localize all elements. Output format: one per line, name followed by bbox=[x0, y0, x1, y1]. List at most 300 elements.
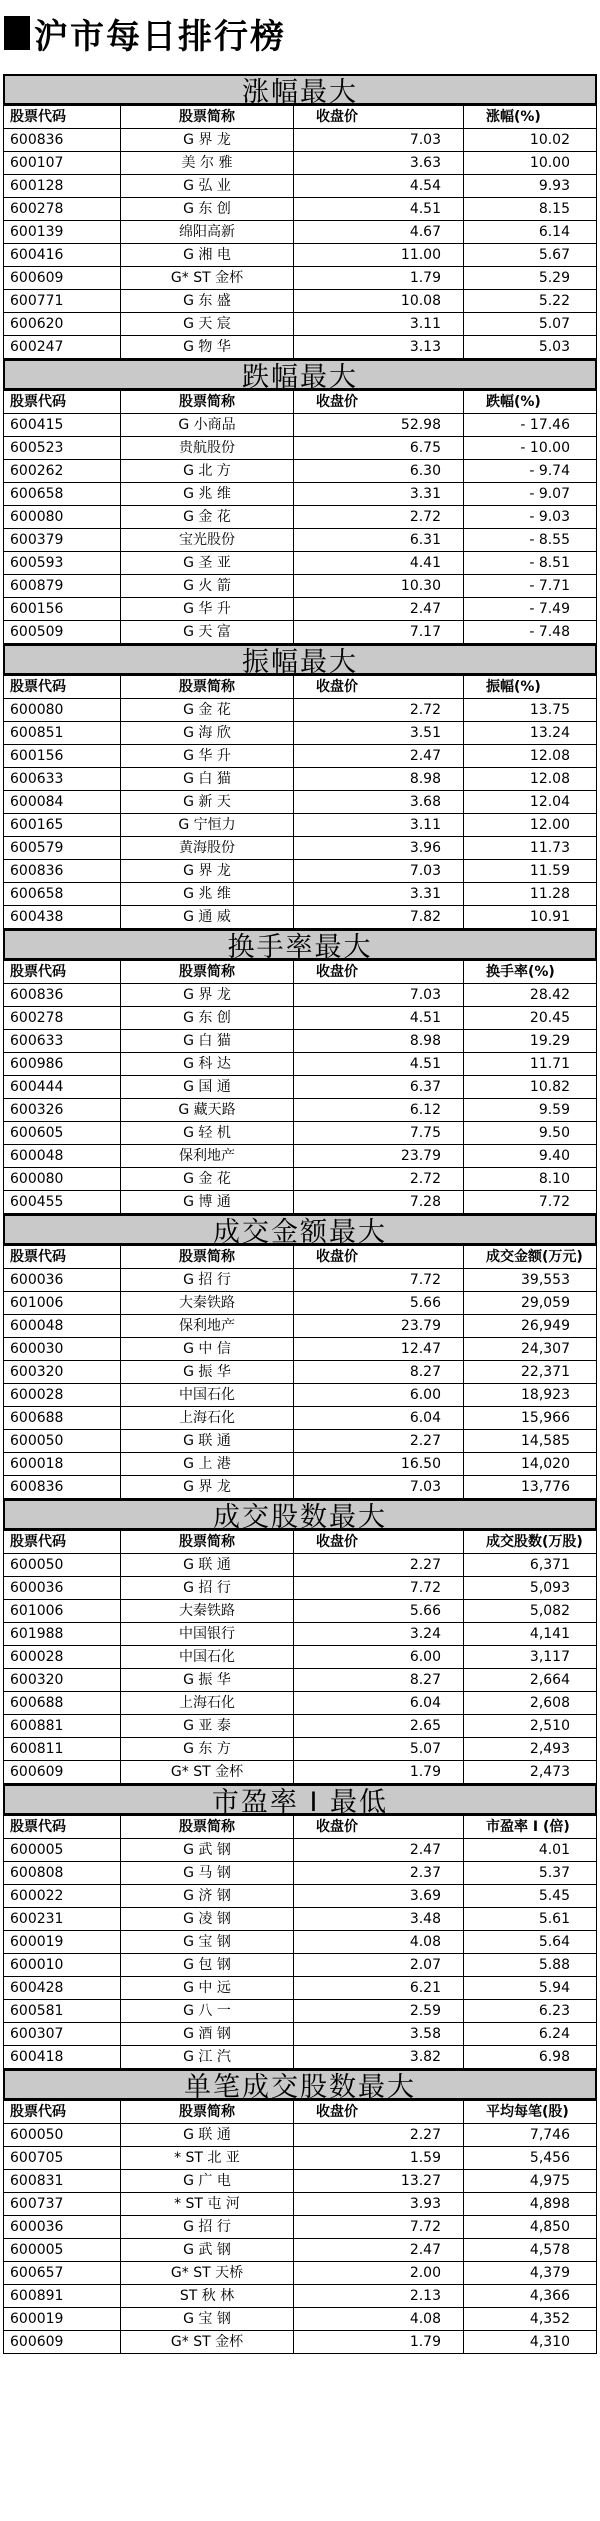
metric-value: - 9.07 bbox=[464, 483, 597, 506]
close-price: 3.93 bbox=[294, 2193, 464, 2216]
metric-value: 6,371 bbox=[464, 1554, 597, 1577]
column-header: 平均每笔(股) bbox=[464, 2101, 597, 2124]
metric-value: 14,585 bbox=[464, 1430, 597, 1453]
metric-value: 9.40 bbox=[464, 1145, 597, 1168]
metric-value: - 8.51 bbox=[464, 552, 597, 575]
stock-name: G 振 华 bbox=[121, 1669, 294, 1692]
stock-name: G 白 猫 bbox=[121, 1030, 294, 1053]
metric-value: 6.23 bbox=[464, 2000, 597, 2023]
stock-name: G 宁恒力 bbox=[121, 814, 294, 837]
table-row bbox=[4, 175, 597, 198]
close-price: 1.59 bbox=[294, 2147, 464, 2170]
stock-name: G 马 钢 bbox=[121, 1862, 294, 1885]
table-row bbox=[4, 1099, 597, 1122]
ranking-table bbox=[3, 105, 597, 359]
table-row bbox=[4, 2147, 597, 2170]
table-row bbox=[4, 2216, 597, 2239]
metric-value: 18,923 bbox=[464, 1384, 597, 1407]
stock-code: 600156 bbox=[4, 598, 121, 621]
stock-code: 600593 bbox=[4, 552, 121, 575]
table-row bbox=[4, 1692, 597, 1715]
close-price: 7.03 bbox=[294, 1476, 464, 1499]
table-row bbox=[4, 1931, 597, 1954]
metric-value: 5.94 bbox=[464, 1977, 597, 2000]
close-price: 3.69 bbox=[294, 1885, 464, 1908]
metric-value: 12.08 bbox=[464, 768, 597, 791]
close-price: 6.12 bbox=[294, 1099, 464, 1122]
ranking-table bbox=[3, 390, 597, 644]
stock-name: G 界 龙 bbox=[121, 860, 294, 883]
close-price: 7.03 bbox=[294, 129, 464, 152]
stock-name: G* ST 金杯 bbox=[121, 267, 294, 290]
column-header: 股票代码 bbox=[4, 961, 121, 984]
table-row bbox=[4, 129, 597, 152]
close-price: 5.07 bbox=[294, 1738, 464, 1761]
section-title: 振幅最大 bbox=[3, 644, 597, 675]
stock-code: 600231 bbox=[4, 1908, 121, 1931]
table-row bbox=[4, 575, 597, 598]
metric-value: 5,082 bbox=[464, 1600, 597, 1623]
metric-value: 4,850 bbox=[464, 2216, 597, 2239]
close-price: 5.66 bbox=[294, 1600, 464, 1623]
ranking-table bbox=[3, 1815, 597, 2069]
table-row bbox=[4, 1168, 597, 1191]
metric-value: 11.59 bbox=[464, 860, 597, 883]
table-row bbox=[4, 1839, 597, 1862]
close-price: 10.08 bbox=[294, 290, 464, 313]
column-header: 收盘价 bbox=[294, 1246, 464, 1269]
stock-code: 600879 bbox=[4, 575, 121, 598]
stock-code: 600808 bbox=[4, 1862, 121, 1885]
table-row bbox=[4, 883, 597, 906]
table-row bbox=[4, 1600, 597, 1623]
metric-value: 11.71 bbox=[464, 1053, 597, 1076]
close-price: 2.72 bbox=[294, 699, 464, 722]
close-price: 4.51 bbox=[294, 1053, 464, 1076]
close-price: 2.27 bbox=[294, 2124, 464, 2147]
stock-name: G* ST 天桥 bbox=[121, 2262, 294, 2285]
stock-code: 600609 bbox=[4, 267, 121, 290]
metric-value: 11.73 bbox=[464, 837, 597, 860]
stock-name: 上海石化 bbox=[121, 1692, 294, 1715]
metric-value: 4,975 bbox=[464, 2170, 597, 2193]
stock-name: G 中 信 bbox=[121, 1338, 294, 1361]
stock-code: 600320 bbox=[4, 1669, 121, 1692]
metric-value: 6.98 bbox=[464, 2046, 597, 2069]
table-row bbox=[4, 2124, 597, 2147]
stock-code: 600080 bbox=[4, 1168, 121, 1191]
stock-name: G 八 一 bbox=[121, 2000, 294, 2023]
stock-code: 600836 bbox=[4, 1476, 121, 1499]
stock-name: 保利地产 bbox=[121, 1315, 294, 1338]
table-row bbox=[4, 791, 597, 814]
stock-name: 黄海股份 bbox=[121, 837, 294, 860]
close-price: 7.03 bbox=[294, 984, 464, 1007]
ranking-section bbox=[3, 1499, 597, 1784]
stock-name: G 招 行 bbox=[121, 2216, 294, 2239]
metric-value: 28.42 bbox=[464, 984, 597, 1007]
page-title: 沪市每日排行榜 bbox=[34, 16, 286, 57]
stock-name: * ST 北 亚 bbox=[121, 2147, 294, 2170]
table-row bbox=[4, 2000, 597, 2023]
column-header: 股票代码 bbox=[4, 1531, 121, 1554]
close-price: 12.47 bbox=[294, 1338, 464, 1361]
stock-code: 600579 bbox=[4, 837, 121, 860]
stock-code: 600048 bbox=[4, 1315, 121, 1338]
column-header: 市盈率 I (倍) bbox=[464, 1816, 597, 1839]
close-price: 7.17 bbox=[294, 621, 464, 644]
table-row bbox=[4, 2262, 597, 2285]
table-row bbox=[4, 814, 597, 837]
stock-code: 600415 bbox=[4, 414, 121, 437]
table-row bbox=[4, 1908, 597, 1931]
close-price: 11.00 bbox=[294, 244, 464, 267]
stock-name: G* ST 金杯 bbox=[121, 1761, 294, 1784]
table-row bbox=[4, 1361, 597, 1384]
table-row bbox=[4, 1954, 597, 1977]
metric-value: 5.03 bbox=[464, 336, 597, 359]
metric-value: 4,352 bbox=[464, 2308, 597, 2331]
stock-code: 600737 bbox=[4, 2193, 121, 2216]
table-row bbox=[4, 414, 597, 437]
metric-value: 5,456 bbox=[464, 2147, 597, 2170]
metric-value: - 8.55 bbox=[464, 529, 597, 552]
stock-code: 600320 bbox=[4, 1361, 121, 1384]
metric-value: 8.15 bbox=[464, 198, 597, 221]
table-row bbox=[4, 1407, 597, 1430]
metric-value: 26,949 bbox=[464, 1315, 597, 1338]
close-price: 4.54 bbox=[294, 175, 464, 198]
stock-code: 600836 bbox=[4, 860, 121, 883]
stock-code: 600658 bbox=[4, 883, 121, 906]
close-price: 6.04 bbox=[294, 1407, 464, 1430]
column-header: 股票代码 bbox=[4, 106, 121, 129]
table-row bbox=[4, 1430, 597, 1453]
stock-name: G 弘 业 bbox=[121, 175, 294, 198]
table-row bbox=[4, 1292, 597, 1315]
stock-name: 宝光股份 bbox=[121, 529, 294, 552]
metric-value: 15,966 bbox=[464, 1407, 597, 1430]
table-row bbox=[4, 1977, 597, 2000]
metric-value: 4.01 bbox=[464, 1839, 597, 1862]
stock-code: 601006 bbox=[4, 1600, 121, 1623]
stock-code: 600836 bbox=[4, 129, 121, 152]
close-price: 3.51 bbox=[294, 722, 464, 745]
stock-name: G 上 港 bbox=[121, 1453, 294, 1476]
stock-name: G 凌 钢 bbox=[121, 1908, 294, 1931]
table-row bbox=[4, 2308, 597, 2331]
close-price: 1.79 bbox=[294, 267, 464, 290]
table-row bbox=[4, 1338, 597, 1361]
stock-name: G 通 威 bbox=[121, 906, 294, 929]
column-header: 股票代码 bbox=[4, 391, 121, 414]
stock-name: G 天 宸 bbox=[121, 313, 294, 336]
stock-name: 中国银行 bbox=[121, 1623, 294, 1646]
stock-name: G 联 通 bbox=[121, 2124, 294, 2147]
metric-value: 10.82 bbox=[464, 1076, 597, 1099]
table-row bbox=[4, 2285, 597, 2308]
stock-name: G 招 行 bbox=[121, 1577, 294, 1600]
table-row bbox=[4, 1646, 597, 1669]
metric-value: 2,608 bbox=[464, 1692, 597, 1715]
close-price: 52.98 bbox=[294, 414, 464, 437]
column-header: 换手率(%) bbox=[464, 961, 597, 984]
table-row bbox=[4, 1738, 597, 1761]
stock-code: 600019 bbox=[4, 1931, 121, 1954]
close-price: 3.58 bbox=[294, 2023, 464, 2046]
column-header: 收盘价 bbox=[294, 1531, 464, 1554]
stock-code: 600416 bbox=[4, 244, 121, 267]
table-row bbox=[4, 1623, 597, 1646]
stock-name: G 中 远 bbox=[121, 1977, 294, 2000]
metric-value: 7.72 bbox=[464, 1191, 597, 1214]
stock-code: 600633 bbox=[4, 1030, 121, 1053]
stock-name: G 北 方 bbox=[121, 460, 294, 483]
table-row bbox=[4, 198, 597, 221]
table-row bbox=[4, 529, 597, 552]
stock-name: G 酒 钢 bbox=[121, 2023, 294, 2046]
metric-value: 4,310 bbox=[464, 2331, 597, 2354]
metric-value: - 7.49 bbox=[464, 598, 597, 621]
stock-code: 600428 bbox=[4, 1977, 121, 2000]
close-price: 4.08 bbox=[294, 1931, 464, 1954]
metric-value: 6.24 bbox=[464, 2023, 597, 2046]
stock-code: 600326 bbox=[4, 1099, 121, 1122]
close-price: 4.67 bbox=[294, 221, 464, 244]
close-price: 7.72 bbox=[294, 2216, 464, 2239]
table-row bbox=[4, 506, 597, 529]
table-row bbox=[4, 1145, 597, 1168]
stock-code: 600609 bbox=[4, 2331, 121, 2354]
stock-name: G 兆 维 bbox=[121, 483, 294, 506]
stock-name: G 新 天 bbox=[121, 791, 294, 814]
stock-name: 中国石化 bbox=[121, 1384, 294, 1407]
stock-name: G 招 行 bbox=[121, 1269, 294, 1292]
table-row bbox=[4, 837, 597, 860]
metric-value: 5.07 bbox=[464, 313, 597, 336]
close-price: 2.65 bbox=[294, 1715, 464, 1738]
stock-name: G 华 升 bbox=[121, 745, 294, 768]
stock-name: ST 秋 林 bbox=[121, 2285, 294, 2308]
stock-name: G 金 花 bbox=[121, 1168, 294, 1191]
column-header: 涨幅(%) bbox=[464, 106, 597, 129]
table-row bbox=[4, 2331, 597, 2354]
table-row bbox=[4, 2170, 597, 2193]
stock-code: 600030 bbox=[4, 1338, 121, 1361]
ranking-table bbox=[3, 1245, 597, 1499]
stock-name: G 广 电 bbox=[121, 2170, 294, 2193]
stock-name: G 轻 机 bbox=[121, 1122, 294, 1145]
table-row bbox=[4, 722, 597, 745]
close-price: 3.48 bbox=[294, 1908, 464, 1931]
stock-name: G 江 汽 bbox=[121, 2046, 294, 2069]
column-header: 股票简称 bbox=[121, 106, 294, 129]
stock-code: 600019 bbox=[4, 2308, 121, 2331]
stock-code: 600139 bbox=[4, 221, 121, 244]
table-row bbox=[4, 437, 597, 460]
table-row bbox=[4, 2023, 597, 2046]
metric-value: 5.61 bbox=[464, 1908, 597, 1931]
stock-name: G 湘 电 bbox=[121, 244, 294, 267]
table-row bbox=[4, 699, 597, 722]
stock-name: G 界 龙 bbox=[121, 1476, 294, 1499]
close-price: 8.27 bbox=[294, 1669, 464, 1692]
column-header: 收盘价 bbox=[294, 2101, 464, 2124]
table-row bbox=[4, 221, 597, 244]
metric-value: 39,553 bbox=[464, 1269, 597, 1292]
metric-value: 2,493 bbox=[464, 1738, 597, 1761]
table-row bbox=[4, 552, 597, 575]
close-price: 8.98 bbox=[294, 768, 464, 791]
table-row bbox=[4, 152, 597, 175]
column-header: 股票代码 bbox=[4, 1246, 121, 1269]
metric-value: 12.08 bbox=[464, 745, 597, 768]
close-price: 7.28 bbox=[294, 1191, 464, 1214]
section-title: 涨幅最大 bbox=[3, 74, 597, 105]
close-price: 7.82 bbox=[294, 906, 464, 929]
stock-code: 600455 bbox=[4, 1191, 121, 1214]
column-header: 收盘价 bbox=[294, 391, 464, 414]
ranking-table bbox=[3, 675, 597, 929]
metric-value: 4,578 bbox=[464, 2239, 597, 2262]
metric-value: 4,366 bbox=[464, 2285, 597, 2308]
table-row bbox=[4, 1384, 597, 1407]
column-header: 收盘价 bbox=[294, 1816, 464, 1839]
close-price: 6.75 bbox=[294, 437, 464, 460]
close-price: 2.00 bbox=[294, 2262, 464, 2285]
table-row bbox=[4, 244, 597, 267]
table-row bbox=[4, 1122, 597, 1145]
metric-value: 9.59 bbox=[464, 1099, 597, 1122]
stock-code: 600523 bbox=[4, 437, 121, 460]
table-row bbox=[4, 598, 597, 621]
stock-code: 600247 bbox=[4, 336, 121, 359]
stock-code: 600080 bbox=[4, 506, 121, 529]
stock-name: G 物 华 bbox=[121, 336, 294, 359]
column-header: 股票简称 bbox=[121, 2101, 294, 2124]
column-header: 收盘价 bbox=[294, 676, 464, 699]
metric-value: 5.29 bbox=[464, 267, 597, 290]
stock-code: 600022 bbox=[4, 1885, 121, 1908]
metric-value: 5.88 bbox=[464, 1954, 597, 1977]
title-bar bbox=[0, 0, 600, 66]
column-header: 成交金额(万元) bbox=[464, 1246, 597, 1269]
metric-value: 4,379 bbox=[464, 2262, 597, 2285]
table-row bbox=[4, 768, 597, 791]
stock-code: 600705 bbox=[4, 2147, 121, 2170]
stock-name: G 联 通 bbox=[121, 1430, 294, 1453]
stock-code: 600036 bbox=[4, 2216, 121, 2239]
stock-code: 600509 bbox=[4, 621, 121, 644]
stock-code: 600688 bbox=[4, 1692, 121, 1715]
close-price: 7.72 bbox=[294, 1577, 464, 1600]
table-row bbox=[4, 984, 597, 1007]
stock-name: G 金 花 bbox=[121, 506, 294, 529]
column-header: 股票代码 bbox=[4, 676, 121, 699]
stock-code: 600107 bbox=[4, 152, 121, 175]
close-price: 7.03 bbox=[294, 860, 464, 883]
stock-name: 大秦铁路 bbox=[121, 1292, 294, 1315]
stock-code: 600851 bbox=[4, 722, 121, 745]
stock-code: 600028 bbox=[4, 1646, 121, 1669]
stock-name: G 华 升 bbox=[121, 598, 294, 621]
metric-value: 13,776 bbox=[464, 1476, 597, 1499]
close-price: 16.50 bbox=[294, 1453, 464, 1476]
close-price: 3.31 bbox=[294, 483, 464, 506]
stock-code: 600028 bbox=[4, 1384, 121, 1407]
metric-value: 9.50 bbox=[464, 1122, 597, 1145]
close-price: 6.31 bbox=[294, 529, 464, 552]
metric-value: 6.14 bbox=[464, 221, 597, 244]
metric-value: 2,664 bbox=[464, 1669, 597, 1692]
close-price: 1.79 bbox=[294, 2331, 464, 2354]
table-row bbox=[4, 460, 597, 483]
stock-name: G 武 钢 bbox=[121, 2239, 294, 2262]
column-header: 跌幅(%) bbox=[464, 391, 597, 414]
metric-value: 20.45 bbox=[464, 1007, 597, 1030]
section-title: 成交金额最大 bbox=[3, 1214, 597, 1245]
column-header: 收盘价 bbox=[294, 106, 464, 129]
ranking-section bbox=[3, 74, 597, 359]
section-title: 换手率最大 bbox=[3, 929, 597, 960]
stock-code: 600262 bbox=[4, 460, 121, 483]
title-square-icon bbox=[4, 16, 30, 50]
close-price: 3.68 bbox=[294, 791, 464, 814]
close-price: 3.31 bbox=[294, 883, 464, 906]
metric-value: 2,473 bbox=[464, 1761, 597, 1784]
stock-code: 600657 bbox=[4, 2262, 121, 2285]
close-price: 8.27 bbox=[294, 1361, 464, 1384]
close-price: 2.59 bbox=[294, 2000, 464, 2023]
ranking-section bbox=[3, 2069, 597, 2354]
close-price: 4.51 bbox=[294, 198, 464, 221]
metric-value: 5.67 bbox=[464, 244, 597, 267]
metric-value: 4,898 bbox=[464, 2193, 597, 2216]
close-price: 1.79 bbox=[294, 1761, 464, 1784]
stock-name: G 界 龙 bbox=[121, 129, 294, 152]
table-row bbox=[4, 1715, 597, 1738]
table-row bbox=[4, 1885, 597, 1908]
stock-code: 600444 bbox=[4, 1076, 121, 1099]
close-price: 6.00 bbox=[294, 1646, 464, 1669]
stock-code: 600620 bbox=[4, 313, 121, 336]
stock-name: 上海石化 bbox=[121, 1407, 294, 1430]
metric-value: 29,059 bbox=[464, 1292, 597, 1315]
stock-name: G 东 创 bbox=[121, 1007, 294, 1030]
stock-code: 600418 bbox=[4, 2046, 121, 2069]
stock-code: 600605 bbox=[4, 1122, 121, 1145]
metric-value: 5,093 bbox=[464, 1577, 597, 1600]
stock-name: G 海 欣 bbox=[121, 722, 294, 745]
metric-value: 19.29 bbox=[464, 1030, 597, 1053]
metric-value: 2,510 bbox=[464, 1715, 597, 1738]
section-title: 成交股数最大 bbox=[3, 1499, 597, 1530]
close-price: 3.11 bbox=[294, 814, 464, 837]
column-header: 股票简称 bbox=[121, 1531, 294, 1554]
column-header: 振幅(%) bbox=[464, 676, 597, 699]
close-price: 10.30 bbox=[294, 575, 464, 598]
close-price: 6.21 bbox=[294, 1977, 464, 2000]
close-price: 23.79 bbox=[294, 1315, 464, 1338]
table-row bbox=[4, 290, 597, 313]
table-row bbox=[4, 1453, 597, 1476]
stock-code: 600050 bbox=[4, 1430, 121, 1453]
metric-value: 24,307 bbox=[464, 1338, 597, 1361]
stock-code: 600010 bbox=[4, 1954, 121, 1977]
metric-value: 4,141 bbox=[464, 1623, 597, 1646]
close-price: 4.41 bbox=[294, 552, 464, 575]
stock-name: G 兆 维 bbox=[121, 883, 294, 906]
